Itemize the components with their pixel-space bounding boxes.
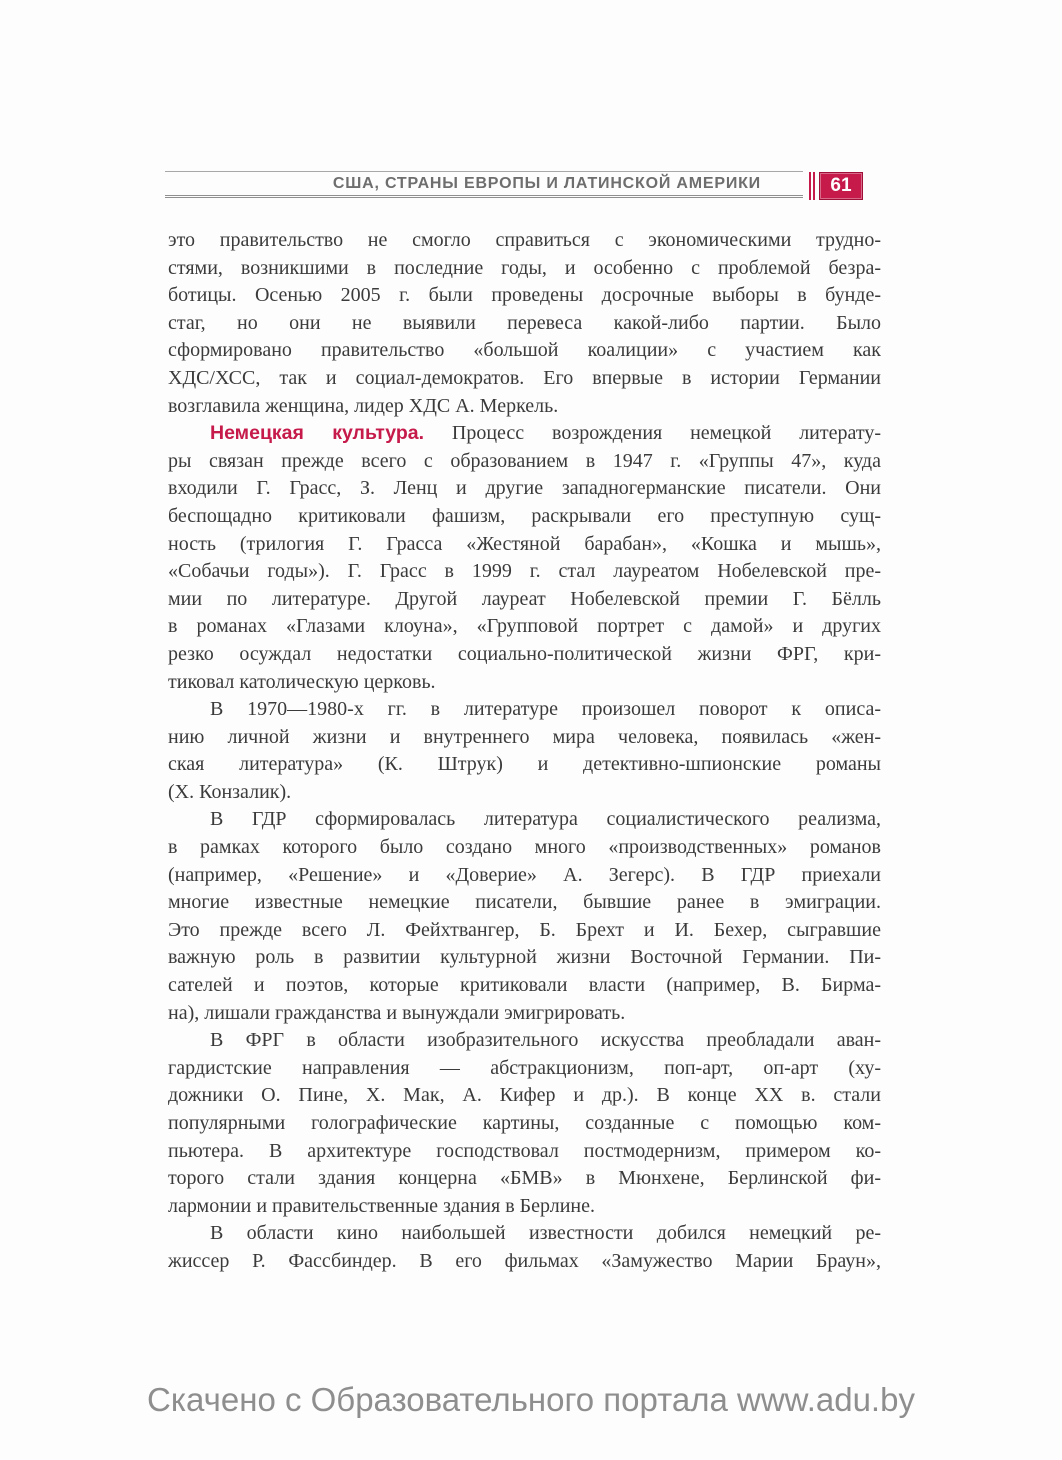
text-line: важную роль в развитии культурной жизни Восточной Германии. Пи-: [168, 946, 881, 969]
text-line: резко осуждал недостатки социально-политической жизни ФРГ, кри-: [168, 642, 881, 665]
text-line: ботицы. Осенью 2005 г. были проведены досрочные выборы в бунде-: [168, 284, 881, 307]
text-line: сателей и поэтов, которые критиковали власти (например, В. Бирма-: [168, 974, 881, 997]
text-line: в романах «Глазами клоуна», «Групповой портрет с дамой» и других: [168, 615, 881, 638]
text-line: ры связан прежде всего с образованием в 1947 г. «Группы 47», куда: [168, 449, 881, 472]
text-line: ХДС/ХСС, так и социал-демократов. Его впервые в истории Германии: [168, 366, 881, 389]
text-line: дожники О. Пине, Х. Мак, А. Кифер и др.). В конце XX в. стали: [168, 1084, 881, 1107]
page-header: [165, 171, 803, 198]
text-line: мии по литературе. Другой лауреат Нобелевской премии Г. Бёлль: [168, 587, 881, 610]
text-line: пьютера. В архитектуре господствовал постмодернизм, примером ко-: [168, 1139, 881, 1162]
text-line: тиковал католическую церковь.: [168, 670, 436, 693]
text-line: лармонии и правительственные здания в Берлине.: [168, 1194, 596, 1217]
paragraph: [168, 1027, 881, 1220]
text-line: стями, возникшими в последние годы, и особенно с проблемой безра-: [168, 256, 881, 279]
text-line: Это прежде всего Л. Фейхтвангер, Б. Брехт и И. Бехер, сыгравшие: [168, 918, 881, 941]
paragraph: [168, 696, 881, 806]
text-line: ская литература» (К. Штрук) и детективно-шпионские романы: [168, 753, 881, 776]
text-line: популярными голографические картины, созданные с помощью ком-: [168, 1112, 881, 1134]
text-line: Немецкая культура. Процесс возрождения немецкой литерату-: [210, 422, 881, 445]
watermark-text: Скачено с Образовательного портала www.adu.by: [147, 1381, 915, 1418]
paragraph: [168, 227, 881, 420]
paragraph: [168, 1220, 881, 1275]
body-text: [168, 227, 881, 1276]
text-line: в рамках которого было создано много «производственных» романов: [168, 836, 881, 859]
text-line: входили Г. Грасс, З. Ленц и другие западногерманские писатели. Они: [168, 477, 881, 500]
text-line: В ГДР сформировалась литература социалистического реализма,: [210, 808, 881, 831]
page-number-badge: [809, 172, 863, 200]
text-line: (Х. Конзалик).: [168, 780, 292, 803]
text-line: многие известные немецкие писатели, бывшие ранее в эмиграции.: [168, 891, 881, 914]
text-line: беспощадно критиковали фашизм, раскрывали его преступную сущ-: [168, 504, 881, 527]
text-line: В ФРГ в области изобразительного искусства преобладали аван-: [210, 1029, 881, 1052]
text-line: В области кино наибольшей известности добился немецкий ре-: [210, 1222, 881, 1245]
text-line: ность (трилогия Г. Грасса «Жестяной барабан», «Кошка и мышь»,: [168, 532, 881, 555]
paragraph: [168, 806, 881, 1027]
text-line: жиссер Р. Фассбиндер. В его фильмах «Замужество Марии Браун»,: [168, 1249, 881, 1272]
section-heading: Немецкая культура.: [210, 422, 425, 445]
badge-decor-bar: [813, 172, 815, 200]
text-line: сформировано правительство «большой коалиции» с участием как: [168, 339, 881, 362]
text-line: стаг, но они не выявили перевеса какой-либо партии. Было: [168, 311, 881, 334]
text-line: возглавила женщина, лидер ХДС А. Меркель.: [168, 394, 559, 417]
text-line: «Собачьи годы»). Г. Грасс в 1999 г. стал лауреатом Нобелевской пре-: [168, 560, 881, 583]
text-line: гардистские направления — абстракционизм, поп-арт, оп-арт (ху-: [168, 1056, 881, 1079]
text-line: на), лишали гражданства и вынуждали эмигрировать.: [168, 1001, 626, 1024]
text-line: В 1970—1980-х гг. в литературе произошел поворот к описа-: [210, 698, 881, 721]
text-line: (например, «Решение» и «Доверие» А. Зегерс). В ГДР приехали: [168, 863, 881, 886]
text-line: торого стали здания концерна «БМВ» в Мюнхене, Берлинской фи-: [168, 1167, 881, 1190]
text-line: это правительство не смогло справиться с экономическими трудно-: [168, 229, 881, 251]
badge-decor-bar: [809, 172, 811, 200]
page-number: 61: [819, 172, 863, 200]
running-header-title: США, СТРАНЫ ЕВРОПЫ И ЛАТИНСКОЙ АМЕРИКИ: [332, 174, 761, 192]
paragraph: [168, 420, 881, 696]
text-line: нию личной жизни и внутреннего мира человека, появилась «жен-: [168, 725, 881, 748]
